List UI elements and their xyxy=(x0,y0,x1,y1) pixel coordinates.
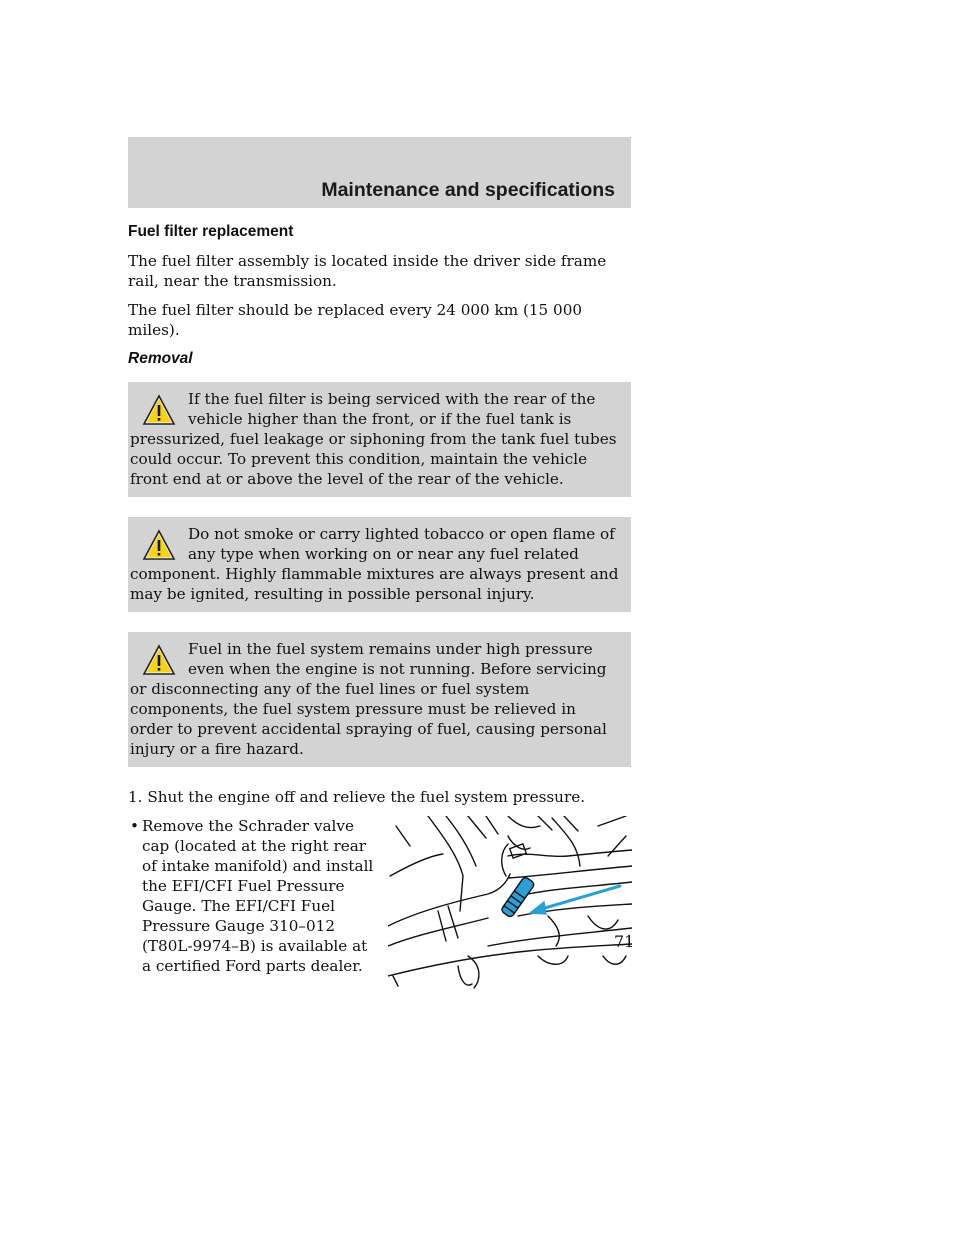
warning-box xyxy=(128,382,631,497)
warning-box xyxy=(128,632,631,767)
warning-text: Do not smoke or carry lighted tobacco or open flame of any type when working on or near any fuel related component. Highly flammable mixtures are always present and may be ignited, resulting in possible personal injury. xyxy=(130,525,619,603)
bullet-text: Remove the Schrader valve cap (located at the right rear of intake manifold) and install the EFI/CFI Fuel Pressure Gauge. The EFI/CFI Fuel Pressure Gauge 310–012 (T80L-9974–B) is available at a certified Ford parts dealer. xyxy=(142,817,374,975)
step-1: 1. Shut the engine off and relieve the fuel system pressure. xyxy=(128,788,586,806)
warning-triangle-icon xyxy=(142,528,176,562)
header-band xyxy=(128,137,631,208)
section-title: Fuel filter replacement xyxy=(128,223,294,240)
interval-paragraph: The fuel filter should be replaced every 24 000 km (15 000 miles). xyxy=(128,301,583,339)
page-number: 71 xyxy=(614,932,635,951)
bullet-row xyxy=(128,816,631,996)
warning-text: Fuel in the fuel system remains under high pressure even when the engine is not running. Before servicing or disconnecting any of the fuel lines or fuel system components, the fuel system pressure must be relieved in order to prevent accidental spraying of fuel, causing personal injury or a fire hazard. xyxy=(130,640,607,758)
intro-paragraph: The fuel filter assembly is located inside the driver side frame rail, near the transmission. xyxy=(128,252,607,290)
warning-box xyxy=(128,517,631,612)
warning-triangle-icon xyxy=(142,643,176,677)
page-header-title: Maintenance and specifications xyxy=(321,179,615,201)
bullet-item xyxy=(128,816,378,976)
page-content xyxy=(128,222,631,996)
removal-subtitle: Removal xyxy=(128,350,193,367)
warning-triangle-icon xyxy=(142,393,176,427)
warning-text: If the fuel filter is being serviced with the rear of the vehicle higher than the front, or if the fuel tank is pressurized, fuel leakage or siphoning from the tank fuel tubes could occur. To prevent this condition, maintain the vehicle front end at or above the level of the rear of the vehicle. xyxy=(130,390,617,488)
bullet-marker: • xyxy=(130,817,139,835)
schrader-valve-illustration xyxy=(388,816,635,991)
